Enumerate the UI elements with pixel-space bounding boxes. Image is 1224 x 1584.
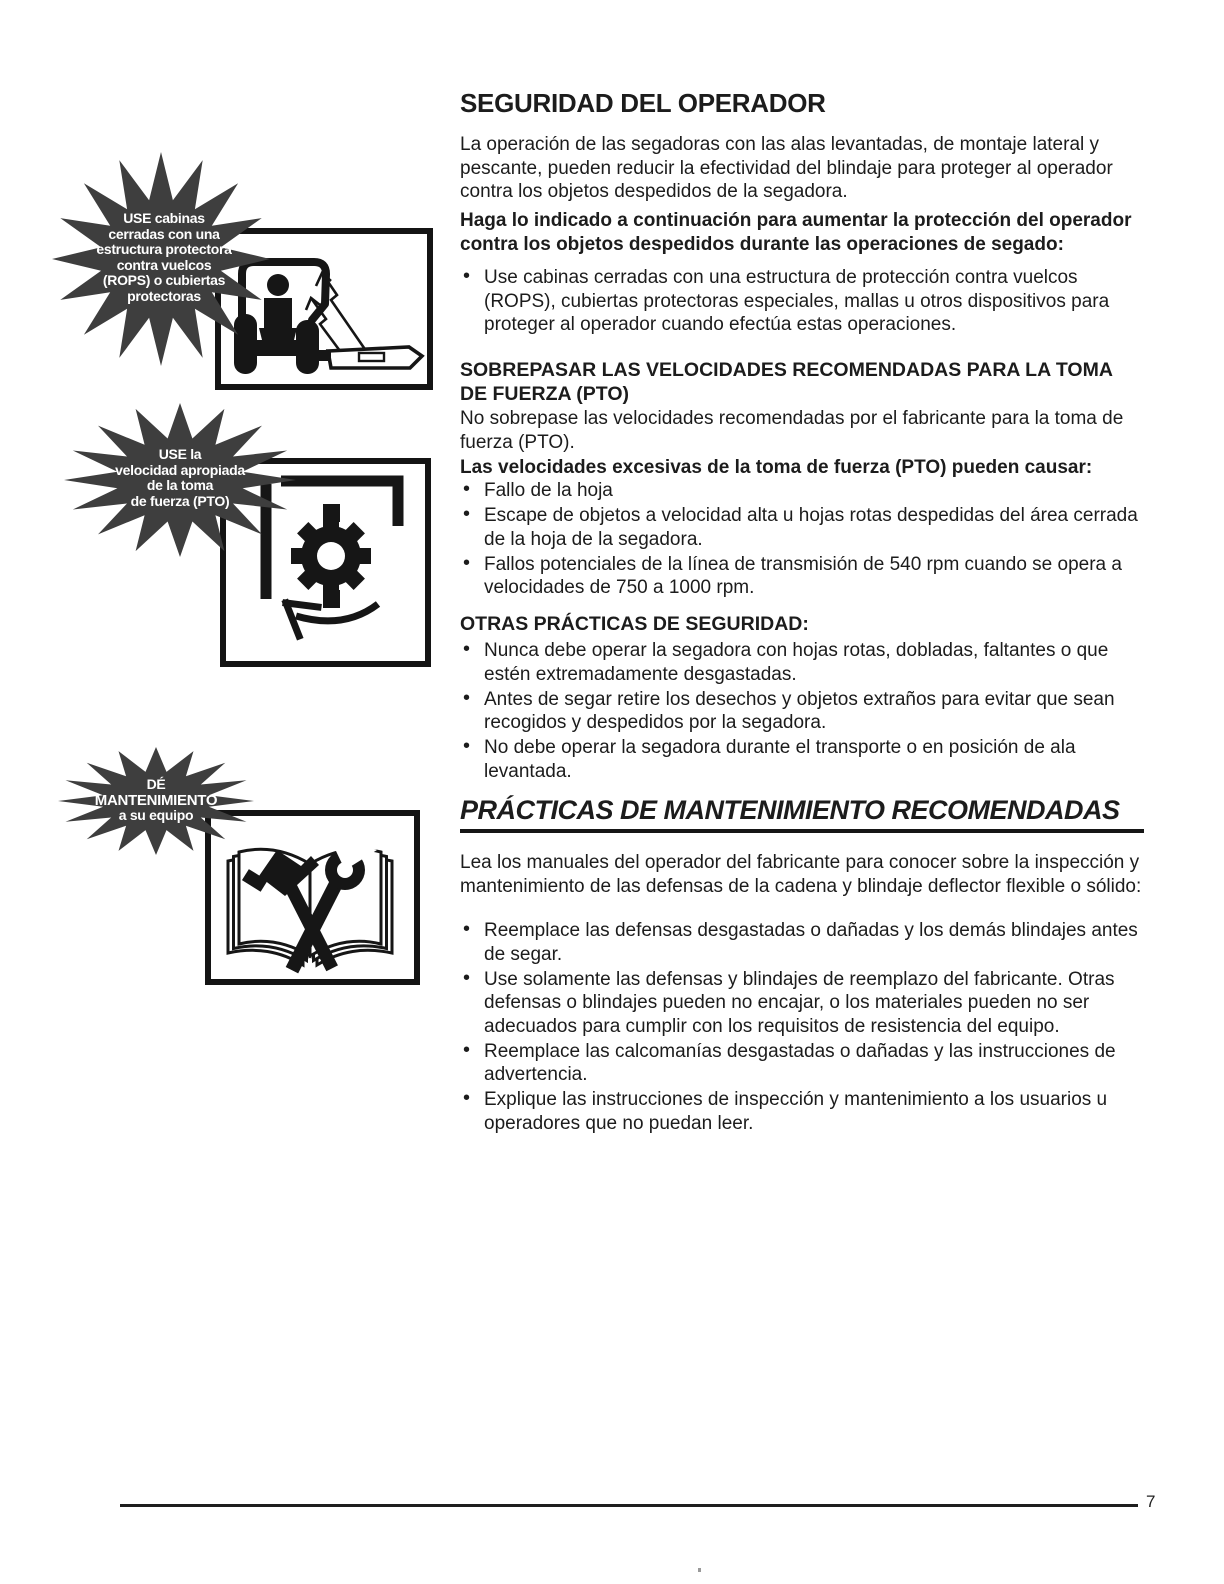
list-item: • Escape de objetos a velocidad alta u hojas rotas despedidas del área cerrada de la hoja de la segadora. xyxy=(460,504,1144,551)
list-item: • Antes de segar retire los desechos y objetos extraños para evitar que sean recogidos y despedidos por la segadora. xyxy=(460,688,1144,735)
pto-bullets xyxy=(460,479,1144,601)
list-item: • No debe operar la segadora durante el transporte o en posición de ala levantada. xyxy=(460,736,1144,783)
operator-safety-lead: Haga lo indicado a continuación para aumentar la protección del operador contra los objetos despedidos durante las operaciones de segado: xyxy=(460,210,1132,255)
other-practices-heading: OTRAS PRÁCTICAS DE SEGURIDAD: xyxy=(460,613,809,635)
list-item: • Nunca debe operar la segadora con hojas rotas, dobladas, faltantes o que estén extremadamente desgastadas. xyxy=(460,639,1144,686)
pto-body: No sobrepase las velocidades recomendadas por el fabricante para la toma de fuerza (PTO). xyxy=(460,408,1124,453)
maintenance-heading: PRÁCTICAS DE MANTENIMIENTO RECOMENDADAS xyxy=(460,795,1144,833)
maintenance-intro: Lea los manuales del operador del fabricante para conocer sobre la inspección y mantenimiento de las defensas de la cadena y blindaje deflector flexible o sólido: xyxy=(460,852,1142,897)
list-item: • Reemplace las calcomanías desgastadas o dañadas y las instrucciones de advertencia. xyxy=(460,1040,1144,1087)
list-item: • Use cabinas cerradas con una estructura de protección contra vuelcos (ROPS), cubiertas protectoras especiales, mallas u otros dispositivos para proteger al operador cuando efectúa estas operaciones. xyxy=(460,266,1144,337)
page-title: SEGURIDAD DEL OPERADOR xyxy=(460,88,826,118)
operator-safety-intro: La operación de las segadoras con las alas levantadas, de montaje lateral y pescante, pueden reducir la efectividad del blindaje para proteger al operador contra los objetos despedidos de la segadora. xyxy=(460,134,1113,202)
pto-heading: SOBREPASAR LAS VELOCIDADES RECOMENDADAS PARA LA TOMA DE FUERZA (PTO) xyxy=(460,359,1113,405)
list-item: • Fallo de la hoja xyxy=(460,479,1144,503)
page-number: 7 xyxy=(1146,1492,1156,1511)
pto-lead: Las velocidades excesivas de la toma de fuerza (PTO) pueden causar: xyxy=(460,457,1093,478)
scan-speck xyxy=(698,1568,701,1572)
list-item: • Reemplace las defensas desgastadas o dañadas y los demás blindajes antes de segar. xyxy=(460,919,1144,966)
footer-rule xyxy=(120,1504,1138,1507)
list-item: • Fallos potenciales de la línea de transmisión de 540 rpm cuando se opera a velocidades de 750 a 1000 rpm. xyxy=(460,553,1144,600)
pto-callout-text: USE la velocidad apropiada de la toma de fuerza (PTO) xyxy=(115,446,245,509)
list-item: • Explique las instrucciones de inspección y mantenimiento a los usuarios u operadores que no puedan leer. xyxy=(460,1088,1144,1135)
other-practices-bullets xyxy=(460,639,1144,785)
maintenance-callout-text: DÉ MANTENIMIENTO a su equipo xyxy=(94,776,218,823)
operator-safety-bullets xyxy=(460,266,1144,338)
maintenance-bullets xyxy=(460,919,1144,1137)
rops-callout-text: USE cabinas cerradas con una estructura protectora contra vuelcos (ROPS) o cubiertas protectoras xyxy=(96,210,232,304)
list-item: • Use solamente las defensas y blindajes de reemplazo del fabricante. Otras defensas o blindajes pueden no encajar, o los materiales pueden no ser adecuados para cumplir con los requisitos de resistencia del equipo. xyxy=(460,968,1144,1039)
